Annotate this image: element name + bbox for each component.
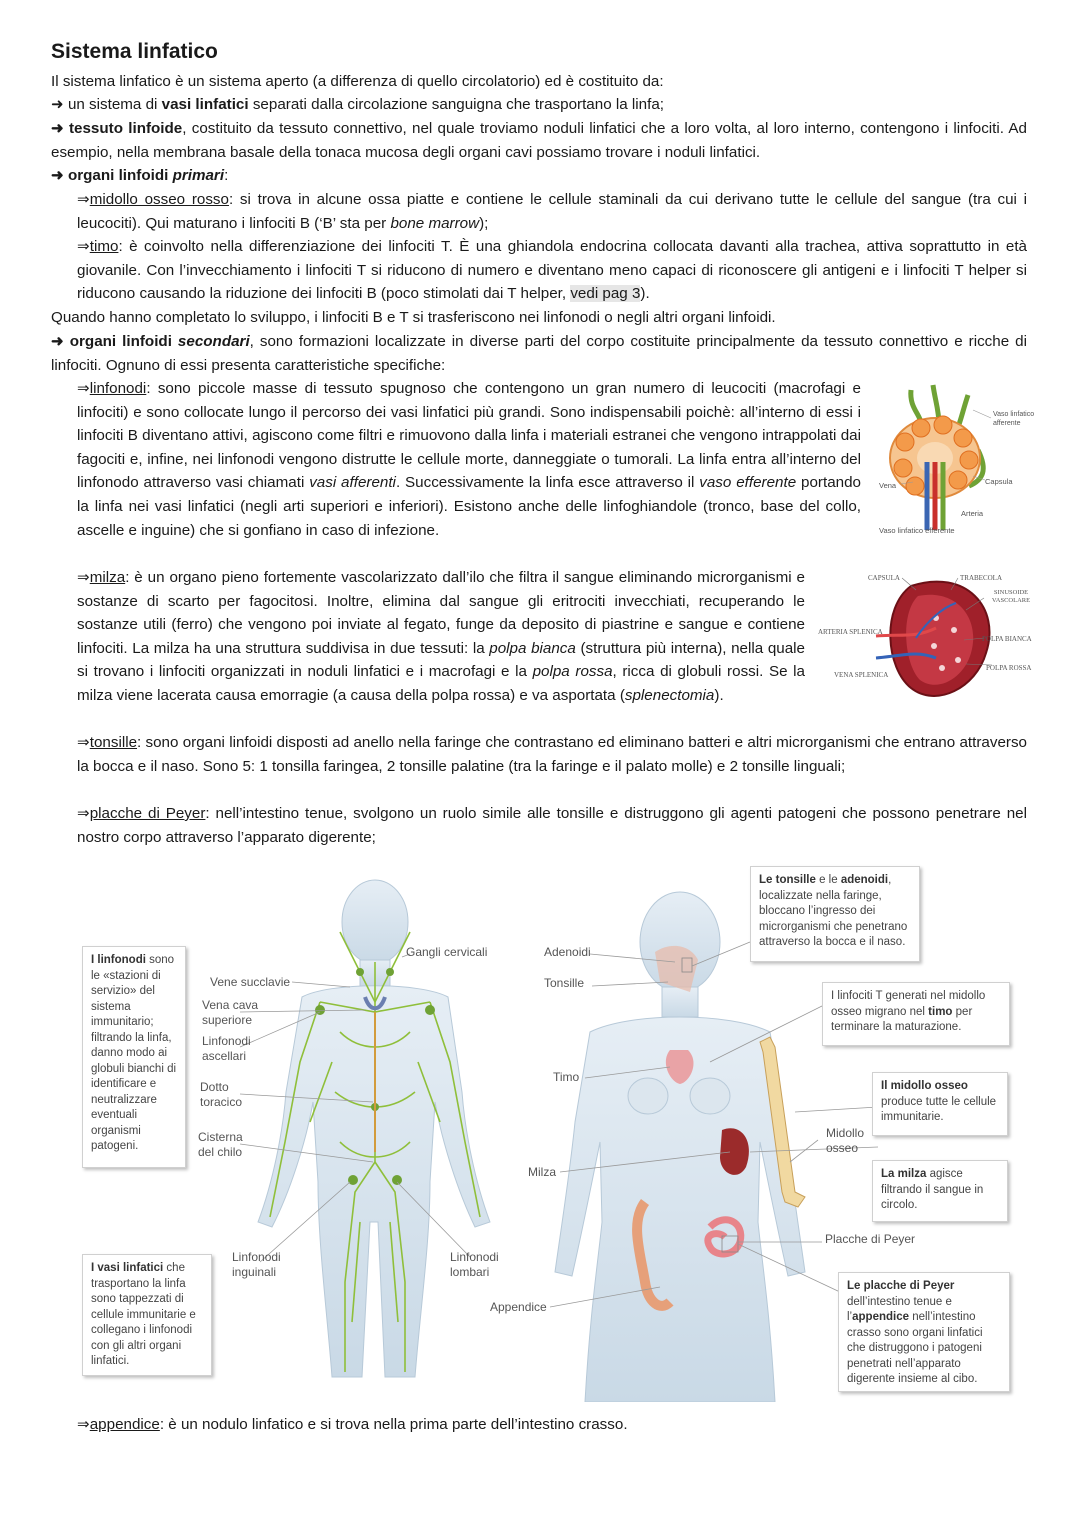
label-timo: Timo	[553, 1070, 580, 1084]
label-afferente: Vaso linfatico afferente	[993, 411, 1035, 427]
page-title: Sistema linfatico	[51, 40, 218, 63]
item-timo: ⇒timo: è coinvolto nella differenziazione dei linfociti T. È una ghiandola endocrina collocata davanti alla trachea, attiva soprattutto in età giovanile. Con l’invecchiamento i linfociti T si riducono di numero e diventano meno capaci di riconoscere gli antigeni e i linfociti T helper si riducono causando la riduzione dei linfociti B (poco stimolati dai T helper, vedi pag 3).	[77, 238, 1027, 303]
label-vena-splenica: VENA SPLENICA	[834, 671, 889, 679]
label-efferente: Vaso linfatico efferente	[879, 526, 955, 535]
item-midollo: ⇒midollo osseo rosso: si trova in alcune ossa piatte e contiene le cellule staminali da cui derivano tutte le cellule del sangue (tra cui i leucociti). Qui maturano i linfociti B (‘B’ sta per bone marrow);	[77, 191, 1028, 232]
item-primari: ➜ organi linfoidi primari:	[51, 167, 229, 184]
spleen-figure	[816, 568, 1040, 708]
item-peyer: ⇒placche di Peyer: nell’intestino tenue, svolgono un ruolo simile alle tonsille e distruggono gli agenti patogeni che possono penetrare nel nostro corpo attraverso l’apparato digerente;	[77, 805, 1027, 846]
callout-milza: La milza agisce filtrando il sangue in circolo.	[872, 1160, 1008, 1222]
label-polpa-rossa: POLPA ROSSA	[986, 664, 1032, 672]
callout-linfonodi: I linfonodi sono le «stazioni di servizio» del sistema immunitario; filtrando la linfa, danno modo ai globuli bianchi di identificare e neutralizzare eventuali organismi patogeni.	[82, 946, 186, 1168]
label-vene-succlavie: Vene succlavie	[210, 975, 291, 989]
label-linfonodi-ascellari: Linfonodi ascellari	[202, 1034, 251, 1063]
label-capsula-spleen: CAPSULA	[868, 574, 900, 582]
label-tonsille: Tonsille	[544, 976, 585, 990]
label-vena-cava: Vena cava superiore	[202, 998, 259, 1027]
label-capsula: Capsula	[985, 477, 1013, 486]
item-tessuto: ➜ tessuto linfoide, costituito da tessuto connettivo, nel quale troviamo noduli linfatici che a loro volta, al loro interno, contengono i linfociti. Ad esempio, nella membrana basale della tonaca mucosa degli organi cavi possiamo trovare i noduli linfatici.	[51, 120, 1027, 161]
intro-paragraph: Il sistema linfatico è un sistema aperto (a differenza di quello circolatorio) ed è costituito da:	[51, 73, 664, 90]
label-placche-peyer: Placche di Peyer	[825, 1232, 916, 1246]
item-linfonodi: ⇒linfonodi: sono piccole masse di tessuto spugnoso che contengono un gran numero di leucociti (macrofagi e linfociti) e sono collocate lungo il percorso dei vasi linfatici più grandi. Sono indispensabili poichè: all’interno di essi i linfociti B diventano attivi, agiscono come filtri e rimuovono dalla linfa i materiali estranei che vengono intrappolati dai fagociti e, infine, nei linfonodi vengono distrutte le cellule morte, danneggiate o tumorali. La linfa entra all’interno del linfonodo attraverso vasi chiamati vasi afferenti. Successivamente la linfa esce attraverso il vaso efferente portando la linfa nei vasi linfatici (negli arti superiori e inferiori). Esistono anche delle linfoghiandole (tronco, base del collo, ascelle e inguine) che si gonfiano in caso di infezione.	[77, 380, 861, 539]
label-milza: Milza	[528, 1165, 557, 1179]
label-arteria: Arteria	[961, 509, 984, 518]
item-appendice: ⇒appendice: è un nodulo linfatico e si trova nella prima parte dell’intestino crasso.	[77, 1416, 628, 1433]
label-linfonodi-lombari: Linfonodi lombari	[450, 1250, 499, 1279]
callout-peyer: Le placche di Peyer dell’intestino tenue e l’appendice nell’intestino crasso sono organi linfatici che distruggono i patogeni penetrati nell’apparato digerente insieme al cibo.	[838, 1272, 1010, 1392]
lymph-node-figure	[873, 380, 1043, 540]
label-sinusoide: SINUSOIDE VASCOLARE	[991, 589, 1031, 604]
label-linfonodi-inguinali: Linfonodi inguinali	[232, 1250, 281, 1279]
label-vena: Vena	[879, 481, 897, 490]
paragraph-sviluppo: Quando hanno completato lo sviluppo, i linfociti B e T si trasferiscono nei linfonodi o negli altri organi linfoidi.	[51, 309, 776, 326]
label-midollo-osseo: Midollo osseo	[826, 1126, 865, 1155]
label-cisterna-chilo: Cisterna del chilo	[198, 1130, 243, 1159]
label-appendice: Appendice	[490, 1300, 547, 1314]
label-adenoidi: Adenoidi	[544, 945, 591, 959]
item-vasi: ➜ un sistema di vasi linfatici separati dalla circolazione sanguigna che trasportano la linfa;	[51, 96, 664, 113]
label-trabecola: TRABECOLA	[960, 574, 1002, 582]
label-dotto-toracico: Dotto toracico	[200, 1080, 243, 1109]
callout-vasi-linfatici: I vasi linfatici che trasportano la linfa sono tappezzati di cellule immunitarie e collegano i linfonodi con gli altri organi linfatici.	[82, 1254, 212, 1376]
item-secondari: ➜ organi linfoidi secondari, sono formazioni localizzate in diverse parti del corpo costituite principalmente da tessuto connettivo e ricche di linfociti. Ognuno di essi presenta caratteristiche specifiche:	[51, 333, 1027, 374]
label-polpa-bianca: POLPA BIANCA	[982, 635, 1032, 643]
item-milza: ⇒milza: è un organo pieno fortemente vascolarizzato dall’ilo che filtra il sangue eliminando microrganismi e sostanze di scarto per fagocitosi. Inoltre, elimina dal sangue gli eritrociti invecchiati, recuperando le sostanze utili (ferro) che vengono poi inviate al fegato, funge da deposito di piastrine e sangue e contiene linfociti. La milza ha una struttura suddivisa in due tessuti: la polpa bianca (struttura più interna), nella quale si trovano i linfociti organizzati in noduli linfatici e i macrofagi e la polpa rossa, ricca di globuli rossi. Se la milza viene lacerata causa emorragie (a causa della polpa rossa) e va asportata (splenectomia).	[77, 569, 805, 704]
callout-tonsille: Le tonsille e le adenoidi, localizzate nella faringe, bloccano l’ingresso dei microrganismi che penetrano attraverso la bocca e il naso.	[750, 866, 920, 962]
callout-timo: I linfociti T generati nel midollo osseo migrano nel timo per terminare la maturazione.	[822, 982, 1010, 1046]
lymphatic-body-figure	[70, 862, 1020, 1402]
label-arteria-splenica: ARTERIA SPLENICA	[818, 628, 883, 636]
callout-midollo: Il midollo osseo produce tutte le cellule immunitarie.	[872, 1072, 1008, 1136]
label-gangli-cervicali: Gangli cervicali	[406, 945, 488, 959]
item-tonsille: ⇒tonsille: sono organi linfoidi disposti ad anello nella faringe che contrastano ed eliminano batteri e altri microrganismi che entrano attraverso la bocca e il naso. Sono 5: 1 tonsilla faringea, 2 tonsille palatine (tra la faringe e il palato molle) e 2 tonsille linguali;	[77, 734, 1027, 775]
page-reference: vedi pag 3	[570, 285, 641, 303]
